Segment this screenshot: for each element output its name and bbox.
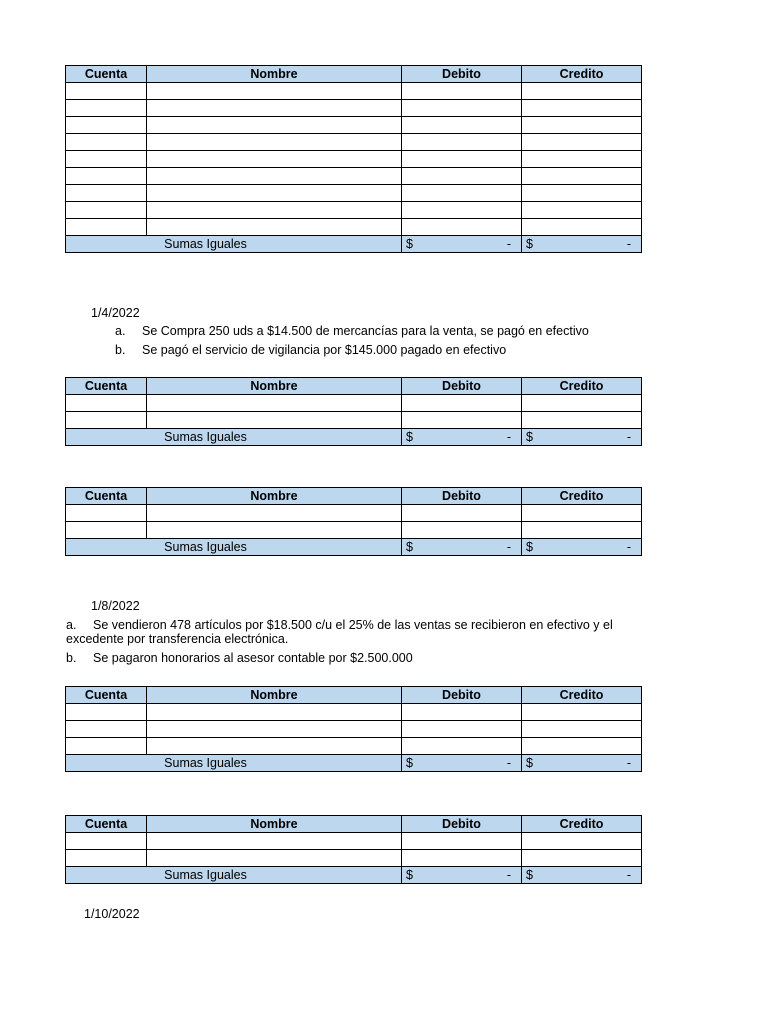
cell-credito[interactable] bbox=[522, 100, 642, 117]
cell-cuenta[interactable] bbox=[66, 168, 147, 185]
list-item-text: Se vendieron 478 artículos por $18.500 c/u el 25% de las ventas se recibieron en efectivo y el bbox=[93, 618, 613, 632]
table-row bbox=[66, 704, 642, 721]
cell-nombre[interactable] bbox=[147, 505, 402, 522]
currency-symbol: $ bbox=[406, 430, 413, 444]
header-debito: Debito bbox=[402, 816, 522, 833]
list-item-continuation: excedente por transferencia electrónica. bbox=[66, 632, 289, 646]
cell-debito[interactable] bbox=[402, 168, 522, 185]
cell-nombre[interactable] bbox=[147, 721, 402, 738]
cell-nombre[interactable] bbox=[147, 100, 402, 117]
list-marker: b. bbox=[66, 651, 77, 665]
cell-credito[interactable] bbox=[522, 738, 642, 755]
date-label: 1/10/2022 bbox=[84, 907, 140, 921]
header-credito: Credito bbox=[522, 66, 642, 83]
header-credito: Credito bbox=[522, 378, 642, 395]
table-header-row bbox=[66, 488, 642, 505]
cell-debito[interactable] bbox=[402, 522, 522, 539]
journal-table-4 bbox=[65, 686, 642, 772]
currency-symbol: $ bbox=[526, 430, 533, 444]
table-row bbox=[66, 522, 642, 539]
totals-label: Sumas Iguales bbox=[66, 236, 402, 253]
date-label: 1/8/2022 bbox=[91, 599, 140, 613]
totals-label: Sumas Iguales bbox=[66, 429, 402, 446]
totals-credito-value: - bbox=[626, 237, 631, 251]
totals-row bbox=[66, 867, 642, 884]
totals-debito bbox=[402, 429, 522, 446]
header-nombre: Nombre bbox=[147, 488, 402, 505]
totals-credito bbox=[522, 236, 642, 253]
table-row bbox=[66, 134, 642, 151]
cell-nombre[interactable] bbox=[147, 738, 402, 755]
table-header-row bbox=[66, 816, 642, 833]
currency-symbol: $ bbox=[526, 868, 533, 882]
cell-credito[interactable] bbox=[522, 202, 642, 219]
cell-debito[interactable] bbox=[402, 185, 522, 202]
cell-cuenta[interactable] bbox=[66, 704, 147, 721]
totals-debito bbox=[402, 867, 522, 884]
journal-table-1 bbox=[65, 65, 642, 253]
totals-credito-value: - bbox=[626, 868, 631, 882]
cell-nombre[interactable] bbox=[147, 117, 402, 134]
totals-label: Sumas Iguales bbox=[66, 539, 402, 556]
totals-debito-value: - bbox=[506, 430, 511, 444]
cell-debito[interactable] bbox=[402, 704, 522, 721]
totals-credito bbox=[522, 755, 642, 772]
header-credito: Credito bbox=[522, 816, 642, 833]
table-row bbox=[66, 83, 642, 100]
cell-credito[interactable] bbox=[522, 704, 642, 721]
cell-credito[interactable] bbox=[522, 117, 642, 134]
cell-nombre[interactable] bbox=[147, 522, 402, 539]
cell-debito[interactable] bbox=[402, 202, 522, 219]
header-debito: Debito bbox=[402, 378, 522, 395]
totals-label: Sumas Iguales bbox=[66, 867, 402, 884]
list-marker: b. bbox=[115, 343, 126, 357]
journal-table-5 bbox=[65, 815, 642, 884]
cell-nombre[interactable] bbox=[147, 850, 402, 867]
list-item-text: Se Compra 250 uds a $14.500 de mercancías para la venta, se pagó en efectivo bbox=[142, 324, 589, 338]
table-header-row bbox=[66, 66, 642, 83]
cell-credito[interactable] bbox=[522, 151, 642, 168]
table-row bbox=[66, 100, 642, 117]
currency-symbol: $ bbox=[526, 237, 533, 251]
table-row bbox=[66, 833, 642, 850]
cell-debito[interactable] bbox=[402, 83, 522, 100]
journal-table-2 bbox=[65, 377, 642, 446]
cell-cuenta[interactable] bbox=[66, 412, 147, 429]
cell-credito[interactable] bbox=[522, 412, 642, 429]
cell-cuenta[interactable] bbox=[66, 850, 147, 867]
cell-nombre[interactable] bbox=[147, 412, 402, 429]
cell-credito[interactable] bbox=[522, 721, 642, 738]
currency-symbol: $ bbox=[526, 756, 533, 770]
cell-credito[interactable] bbox=[522, 185, 642, 202]
cell-credito[interactable] bbox=[522, 134, 642, 151]
cell-cuenta[interactable] bbox=[66, 185, 147, 202]
header-nombre: Nombre bbox=[147, 816, 402, 833]
cell-nombre[interactable] bbox=[147, 185, 402, 202]
cell-nombre[interactable] bbox=[147, 704, 402, 721]
totals-credito bbox=[522, 867, 642, 884]
cell-debito[interactable] bbox=[402, 219, 522, 236]
header-cuenta: Cuenta bbox=[66, 66, 147, 83]
currency-symbol: $ bbox=[406, 237, 413, 251]
cell-nombre[interactable] bbox=[147, 83, 402, 100]
header-nombre: Nombre bbox=[147, 66, 402, 83]
totals-debito bbox=[402, 236, 522, 253]
cell-cuenta[interactable] bbox=[66, 738, 147, 755]
list-item-text: Se pagó el servicio de vigilancia por $145.000 pagado en efectivo bbox=[142, 343, 507, 357]
cell-debito[interactable] bbox=[402, 850, 522, 867]
table-header-row bbox=[66, 378, 642, 395]
table-row bbox=[66, 168, 642, 185]
totals-row bbox=[66, 539, 642, 556]
table-row bbox=[66, 505, 642, 522]
cell-nombre[interactable] bbox=[147, 134, 402, 151]
list-marker: a. bbox=[66, 618, 77, 632]
date-label: 1/4/2022 bbox=[91, 306, 140, 320]
cell-credito[interactable] bbox=[522, 395, 642, 412]
cell-cuenta[interactable] bbox=[66, 721, 147, 738]
header-debito: Debito bbox=[402, 66, 522, 83]
totals-debito-value: - bbox=[506, 237, 511, 251]
cell-nombre[interactable] bbox=[147, 219, 402, 236]
list-item bbox=[66, 618, 666, 646]
table-row bbox=[66, 185, 642, 202]
cell-cuenta[interactable] bbox=[66, 134, 147, 151]
cell-cuenta[interactable] bbox=[66, 219, 147, 236]
currency-symbol: $ bbox=[406, 868, 413, 882]
table-row bbox=[66, 738, 642, 755]
cell-debito[interactable] bbox=[402, 151, 522, 168]
table-header-row bbox=[66, 687, 642, 704]
header-credito: Credito bbox=[522, 488, 642, 505]
cell-cuenta[interactable] bbox=[66, 202, 147, 219]
list-item-text: Se pagaron honorarios al asesor contable por $2.500.000 bbox=[93, 651, 413, 665]
totals-debito-value: - bbox=[506, 540, 511, 554]
header-cuenta: Cuenta bbox=[66, 687, 147, 704]
cell-cuenta[interactable] bbox=[66, 505, 147, 522]
totals-row bbox=[66, 755, 642, 772]
cell-debito[interactable] bbox=[402, 117, 522, 134]
cell-nombre[interactable] bbox=[147, 202, 402, 219]
table-row bbox=[66, 151, 642, 168]
cell-credito[interactable] bbox=[522, 833, 642, 850]
cell-cuenta[interactable] bbox=[66, 522, 147, 539]
cell-cuenta[interactable] bbox=[66, 83, 147, 100]
totals-debito-value: - bbox=[506, 868, 511, 882]
header-debito: Debito bbox=[402, 687, 522, 704]
totals-debito-value: - bbox=[506, 756, 511, 770]
totals-credito-value: - bbox=[626, 430, 631, 444]
totals-row bbox=[66, 429, 642, 446]
currency-symbol: $ bbox=[406, 540, 413, 554]
list-item bbox=[115, 343, 506, 357]
currency-symbol: $ bbox=[406, 756, 413, 770]
header-nombre: Nombre bbox=[147, 378, 402, 395]
totals-credito bbox=[522, 539, 642, 556]
currency-symbol: $ bbox=[526, 540, 533, 554]
header-debito: Debito bbox=[402, 488, 522, 505]
cell-debito[interactable] bbox=[402, 721, 522, 738]
header-credito: Credito bbox=[522, 687, 642, 704]
table-row bbox=[66, 850, 642, 867]
table-row bbox=[66, 202, 642, 219]
table-row bbox=[66, 412, 642, 429]
totals-credito bbox=[522, 429, 642, 446]
totals-row bbox=[66, 236, 642, 253]
cell-debito[interactable] bbox=[402, 134, 522, 151]
cell-debito[interactable] bbox=[402, 100, 522, 117]
header-nombre: Nombre bbox=[147, 687, 402, 704]
cell-credito[interactable] bbox=[522, 219, 642, 236]
table-row bbox=[66, 721, 642, 738]
cell-debito[interactable] bbox=[402, 412, 522, 429]
cell-nombre[interactable] bbox=[147, 168, 402, 185]
totals-credito-value: - bbox=[626, 540, 631, 554]
list-item bbox=[66, 651, 413, 665]
table-row bbox=[66, 395, 642, 412]
cell-cuenta[interactable] bbox=[66, 117, 147, 134]
list-marker: a. bbox=[115, 324, 126, 338]
cell-nombre[interactable] bbox=[147, 833, 402, 850]
cell-cuenta[interactable] bbox=[66, 395, 147, 412]
cell-nombre[interactable] bbox=[147, 151, 402, 168]
totals-debito bbox=[402, 539, 522, 556]
cell-nombre[interactable] bbox=[147, 395, 402, 412]
cell-debito[interactable] bbox=[402, 505, 522, 522]
list-item bbox=[115, 324, 589, 338]
cell-debito[interactable] bbox=[402, 395, 522, 412]
journal-table-3 bbox=[65, 487, 642, 556]
totals-debito bbox=[402, 755, 522, 772]
cell-cuenta[interactable] bbox=[66, 151, 147, 168]
header-cuenta: Cuenta bbox=[66, 378, 147, 395]
cell-credito[interactable] bbox=[522, 850, 642, 867]
cell-cuenta[interactable] bbox=[66, 100, 147, 117]
cell-debito[interactable] bbox=[402, 833, 522, 850]
totals-label: Sumas Iguales bbox=[66, 755, 402, 772]
header-cuenta: Cuenta bbox=[66, 816, 147, 833]
cell-credito[interactable] bbox=[522, 505, 642, 522]
cell-credito[interactable] bbox=[522, 522, 642, 539]
cell-credito[interactable] bbox=[522, 83, 642, 100]
table-row bbox=[66, 219, 642, 236]
table-row bbox=[66, 117, 642, 134]
header-cuenta: Cuenta bbox=[66, 488, 147, 505]
cell-cuenta[interactable] bbox=[66, 833, 147, 850]
totals-credito-value: - bbox=[626, 756, 631, 770]
cell-credito[interactable] bbox=[522, 168, 642, 185]
cell-debito[interactable] bbox=[402, 738, 522, 755]
